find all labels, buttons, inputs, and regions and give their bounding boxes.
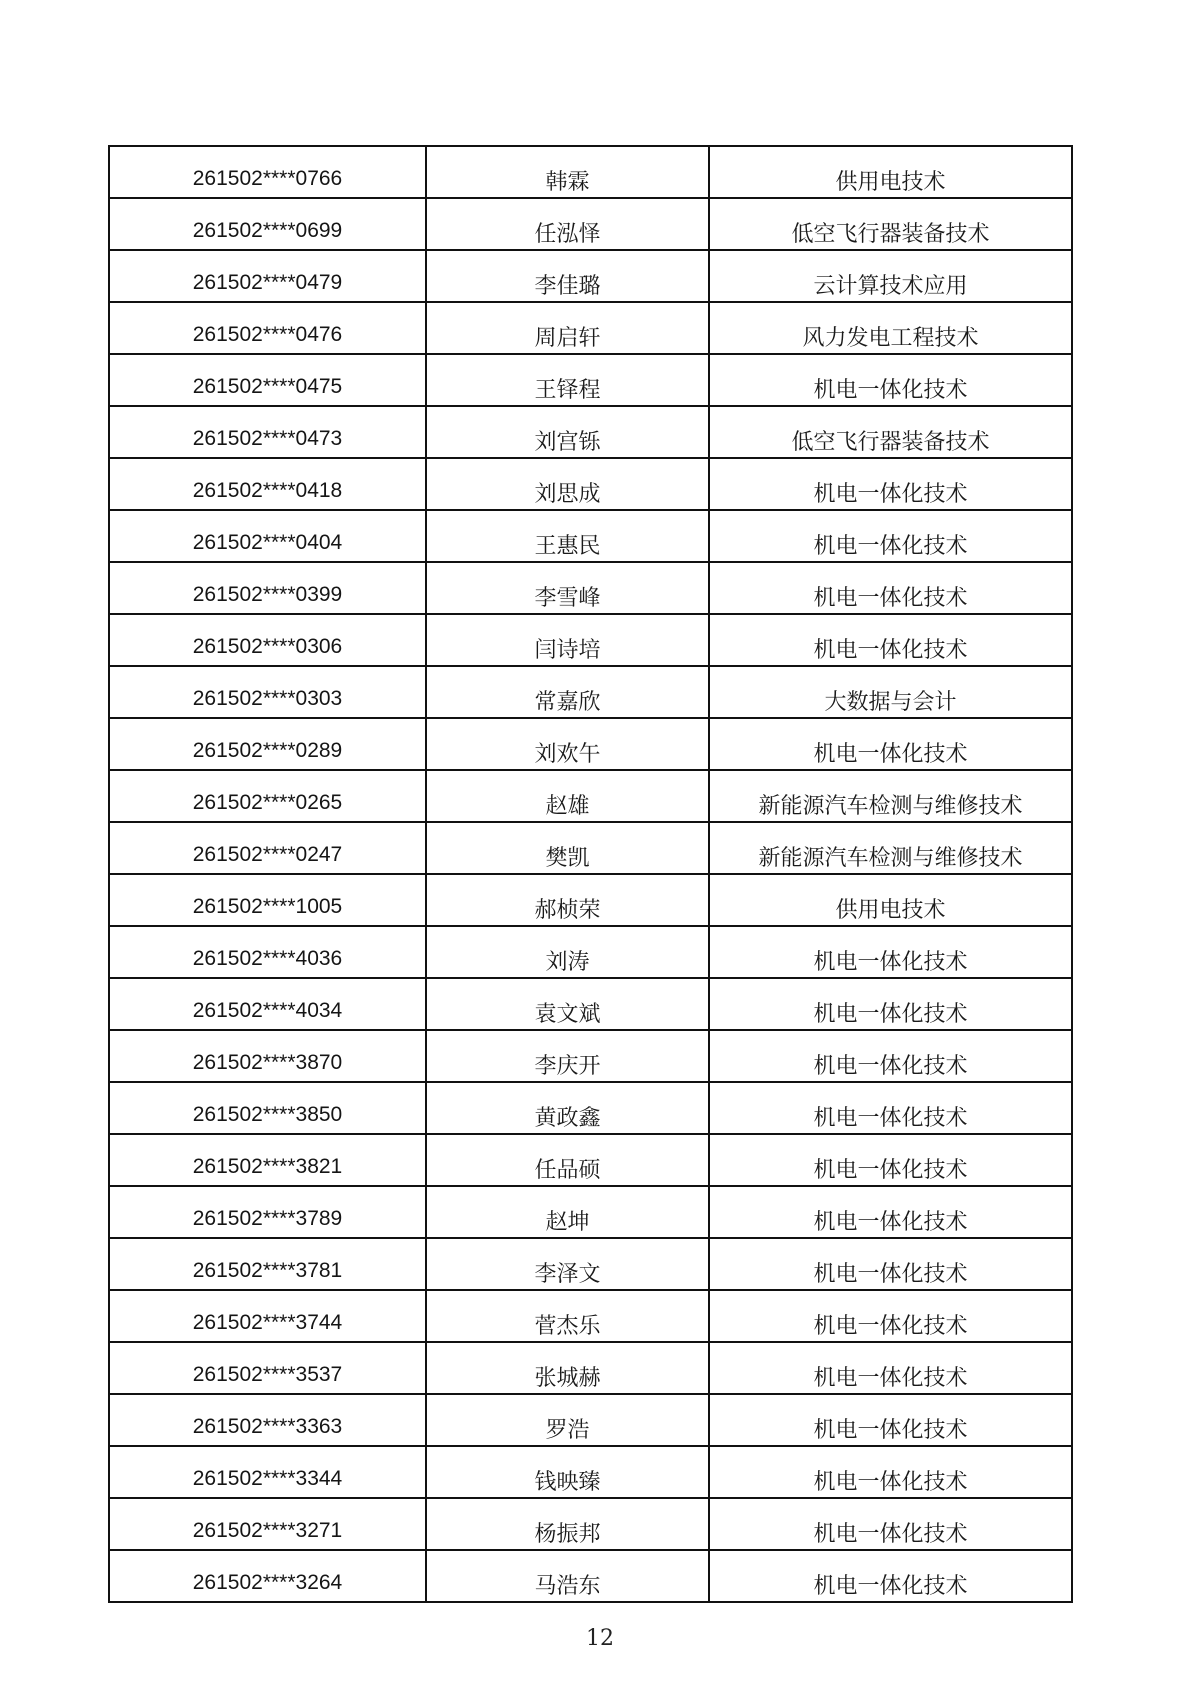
- student-name-cell: 赵雄: [426, 770, 709, 822]
- candidate-id-cell: 261502****3271: [109, 1498, 426, 1550]
- major-cell: 机电一体化技术: [709, 718, 1072, 770]
- candidate-id-cell: 261502****0265: [109, 770, 426, 822]
- major-cell: 机电一体化技术: [709, 978, 1072, 1030]
- student-name-cell: 周启轩: [426, 302, 709, 354]
- table-row: [109, 562, 1072, 614]
- student-name-cell: 李庆开: [426, 1030, 709, 1082]
- student-name-cell: 杨振邦: [426, 1498, 709, 1550]
- table-row: [109, 1550, 1072, 1602]
- student-name-cell: 马浩东: [426, 1550, 709, 1602]
- student-name-cell: 张城赫: [426, 1342, 709, 1394]
- student-name-cell: 钱映臻: [426, 1446, 709, 1498]
- table-row: [109, 1134, 1072, 1186]
- major-cell: 低空飞行器装备技术: [709, 406, 1072, 458]
- candidate-id-cell: 261502****0247: [109, 822, 426, 874]
- table-row: [109, 666, 1072, 718]
- major-cell: 机电一体化技术: [709, 1446, 1072, 1498]
- candidate-id-cell: 261502****0479: [109, 250, 426, 302]
- candidate-id-cell: 261502****3870: [109, 1030, 426, 1082]
- table-row: [109, 1238, 1072, 1290]
- candidate-id-cell: 261502****3363: [109, 1394, 426, 1446]
- student-name-cell: 刘宫铄: [426, 406, 709, 458]
- table-row: [109, 406, 1072, 458]
- candidate-id-cell: 261502****3744: [109, 1290, 426, 1342]
- candidate-id-cell: 261502****4036: [109, 926, 426, 978]
- student-name-cell: 罗浩: [426, 1394, 709, 1446]
- candidate-id-cell: 261502****3850: [109, 1082, 426, 1134]
- student-name-cell: 李雪峰: [426, 562, 709, 614]
- candidate-id-cell: 261502****1005: [109, 874, 426, 926]
- major-cell: 机电一体化技术: [709, 1134, 1072, 1186]
- student-name-cell: 韩霖: [426, 146, 709, 198]
- major-cell: 机电一体化技术: [709, 1030, 1072, 1082]
- table-row: [109, 1030, 1072, 1082]
- candidate-id-cell: 261502****3344: [109, 1446, 426, 1498]
- table-row: [109, 874, 1072, 926]
- roster-table-body: [109, 146, 1072, 1602]
- table-row: [109, 926, 1072, 978]
- major-cell: 供用电技术: [709, 146, 1072, 198]
- table-row: [109, 718, 1072, 770]
- table-row: [109, 614, 1072, 666]
- student-name-cell: 任品硕: [426, 1134, 709, 1186]
- table-row: [109, 1186, 1072, 1238]
- student-name-cell: 樊凯: [426, 822, 709, 874]
- student-roster-table: [108, 145, 1073, 1603]
- candidate-id-cell: 261502****3264: [109, 1550, 426, 1602]
- major-cell: 机电一体化技术: [709, 1238, 1072, 1290]
- major-cell: 机电一体化技术: [709, 926, 1072, 978]
- table-row: [109, 146, 1072, 198]
- student-name-cell: 常嘉欣: [426, 666, 709, 718]
- candidate-id-cell: 261502****0699: [109, 198, 426, 250]
- student-name-cell: 刘思成: [426, 458, 709, 510]
- table-row: [109, 770, 1072, 822]
- candidate-id-cell: 261502****0404: [109, 510, 426, 562]
- major-cell: 大数据与会计: [709, 666, 1072, 718]
- table-row: [109, 1082, 1072, 1134]
- major-cell: 机电一体化技术: [709, 1186, 1072, 1238]
- candidate-id-cell: 261502****0418: [109, 458, 426, 510]
- table-row: [109, 1342, 1072, 1394]
- candidate-id-cell: 261502****0473: [109, 406, 426, 458]
- student-name-cell: 黄政鑫: [426, 1082, 709, 1134]
- student-name-cell: 袁文斌: [426, 978, 709, 1030]
- table-row: [109, 1498, 1072, 1550]
- candidate-id-cell: 261502****3537: [109, 1342, 426, 1394]
- major-cell: 新能源汽车检测与维修技术: [709, 822, 1072, 874]
- student-name-cell: 刘欢午: [426, 718, 709, 770]
- major-cell: 机电一体化技术: [709, 354, 1072, 406]
- table-row: [109, 302, 1072, 354]
- table-row: [109, 978, 1072, 1030]
- table-row: [109, 1394, 1072, 1446]
- major-cell: 云计算技术应用: [709, 250, 1072, 302]
- major-cell: 机电一体化技术: [709, 1550, 1072, 1602]
- major-cell: 机电一体化技术: [709, 1082, 1072, 1134]
- page-number: 12: [586, 1626, 614, 1651]
- student-name-cell: 郝桢荣: [426, 874, 709, 926]
- candidate-id-cell: 261502****0766: [109, 146, 426, 198]
- candidate-id-cell: 261502****0306: [109, 614, 426, 666]
- candidate-id-cell: 261502****0475: [109, 354, 426, 406]
- candidate-id-cell: 261502****3821: [109, 1134, 426, 1186]
- major-cell: 新能源汽车检测与维修技术: [709, 770, 1072, 822]
- major-cell: 机电一体化技术: [709, 510, 1072, 562]
- candidate-id-cell: 261502****4034: [109, 978, 426, 1030]
- table-row: [109, 198, 1072, 250]
- candidate-id-cell: 261502****3781: [109, 1238, 426, 1290]
- major-cell: 机电一体化技术: [709, 1498, 1072, 1550]
- student-name-cell: 赵坤: [426, 1186, 709, 1238]
- table-row: [109, 250, 1072, 302]
- table-row: [109, 1446, 1072, 1498]
- student-name-cell: 任泓怿: [426, 198, 709, 250]
- table-row: [109, 510, 1072, 562]
- major-cell: 机电一体化技术: [709, 1290, 1072, 1342]
- candidate-id-cell: 261502****3789: [109, 1186, 426, 1238]
- candidate-id-cell: 261502****0289: [109, 718, 426, 770]
- major-cell: 机电一体化技术: [709, 562, 1072, 614]
- student-name-cell: 李佳璐: [426, 250, 709, 302]
- student-name-cell: 李泽文: [426, 1238, 709, 1290]
- major-cell: 机电一体化技术: [709, 614, 1072, 666]
- student-name-cell: 闫诗培: [426, 614, 709, 666]
- table-row: [109, 354, 1072, 406]
- candidate-id-cell: 261502****0303: [109, 666, 426, 718]
- table-row: [109, 822, 1072, 874]
- major-cell: 机电一体化技术: [709, 1342, 1072, 1394]
- major-cell: 低空飞行器装备技术: [709, 198, 1072, 250]
- table-row: [109, 1290, 1072, 1342]
- student-name-cell: 刘涛: [426, 926, 709, 978]
- student-name-cell: 王惠民: [426, 510, 709, 562]
- table-row: [109, 458, 1072, 510]
- candidate-id-cell: 261502****0399: [109, 562, 426, 614]
- major-cell: 供用电技术: [709, 874, 1072, 926]
- major-cell: 机电一体化技术: [709, 458, 1072, 510]
- major-cell: 风力发电工程技术: [709, 302, 1072, 354]
- student-name-cell: 菅杰乐: [426, 1290, 709, 1342]
- candidate-id-cell: 261502****0476: [109, 302, 426, 354]
- major-cell: 机电一体化技术: [709, 1394, 1072, 1446]
- student-name-cell: 王铎程: [426, 354, 709, 406]
